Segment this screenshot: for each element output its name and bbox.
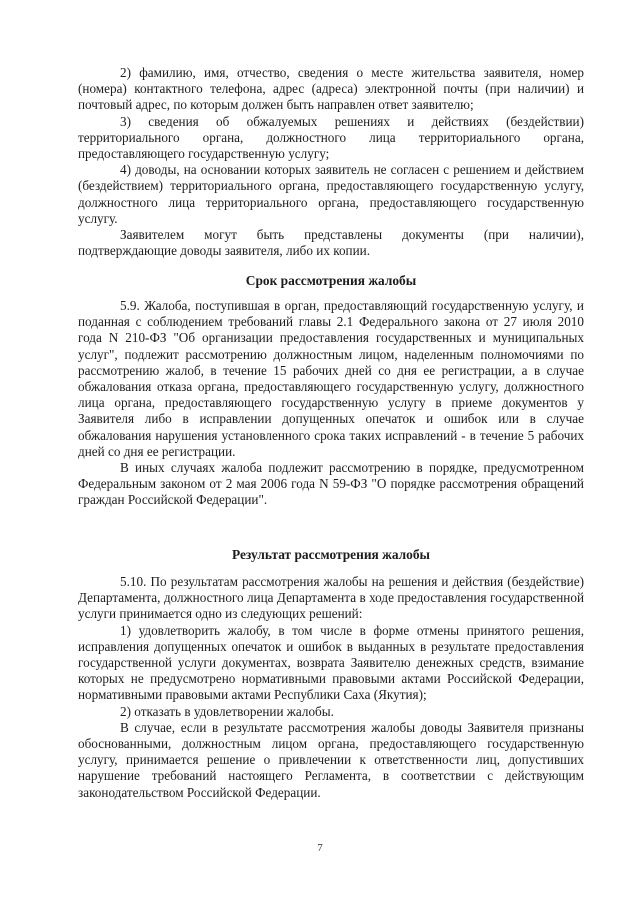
paragraph-supporting-documents: Заявителем могут быть представлены документы (при наличии), подтверждающие доводы заявителя, либо их копии. bbox=[78, 227, 584, 259]
page-number: 7 bbox=[317, 842, 323, 854]
paragraph-liability: В случае, если в результате рассмотрения жалобы доводы Заявителя признаны обоснованными, должностным лицом органа, предоставляющего государственную услугу, принимается решение о привлечении к ответственности лиц, допустивших нарушение требований настоящего Регламента, в соответствии с действующим законодательством Российской Федерации. bbox=[78, 719, 584, 800]
paragraph-refuse-complaint: 2) отказать в удовлетворении жалобы. bbox=[120, 703, 334, 719]
section-heading-review-period: Срок рассмотрения жалобы bbox=[245, 273, 417, 288]
paragraph-other-cases: В иных случаях жалоба подлежит рассмотрению в порядке, предусмотренном Федеральным законом от 2 мая 2006 года N 59-ФЗ "О порядке рассмотрения обращений граждан Российской Федерации". bbox=[78, 460, 584, 508]
paragraph-applicant-name-contacts: 2) фамилию, имя, отчество, сведения о месте жительства заявителя, номер (номера) контактного телефона, адрес (адреса) электронной почты (при наличии) и почтовый адрес, по которым должен быть направлен ответ заявителю; bbox=[78, 65, 584, 113]
paragraph-5-10: 5.10. По результатам рассмотрения жалобы на решения и действия (бездействие) Департамента, должностного лица Департамента в ходе предоставления государственной услуги принимается одно из следующих решений: bbox=[78, 574, 584, 622]
paragraph-5-9: 5.9. Жалоба, поступившая в орган, предоставляющий государственную услугу, и поданная с соблюдением требований главы 2.1 Федерального закона от 27 июля 2010 года N 210-ФЗ "Об организации предоставления государственных и муниципальных услуг", подлежит рассмотрению должностным лицом, наделенным полномочиями по рассмотрению жалоб, в течение 15 рабочих дней со дня ее регистрации, а в случае обжалования отказа органа, предоставляющего государственную услугу, должностного лица органа, предоставляющего государственную услугу в приеме документов у Заявителя либо в исправлении допущенных опечаток и ошибок или в случае обжалования нарушения установленного срока таких исправлений - в течение 5 рабочих дней со дня ее регистрации. bbox=[78, 298, 584, 459]
review-period-block bbox=[78, 298, 584, 509]
section-heading-review-result: Результат рассмотрения жалобы bbox=[231, 547, 431, 562]
review-result-block bbox=[78, 574, 584, 801]
paragraph-arguments: 4) доводы, на основании которых заявитель не согласен с решением и действием (бездействием) территориального органа, предоставляющего государственную услугу, должностного лица территориального органа, предоставляющего государственную услугу. bbox=[78, 162, 584, 226]
paragraph-appealed-decisions: 3) сведения об обжалуемых решениях и действиях (бездействии) территориального органа, должностного лица территориального органа, предоставляющего государственную услугу; bbox=[78, 113, 584, 162]
paragraph-satisfy-complaint: 1) удовлетворить жалобу, в том числе в форме отмены принятого решения, исправления допущенных опечаток и ошибок в выданных в результате предоставления государственной услуги документах, возврата Заявителю денежных средств, взимание которых не предусмотрено нормативными правовыми актами Российской Федерации, нормативными правовыми актами Республики Саха (Якутия); bbox=[78, 622, 584, 703]
applicant-requirements-block bbox=[78, 65, 584, 259]
